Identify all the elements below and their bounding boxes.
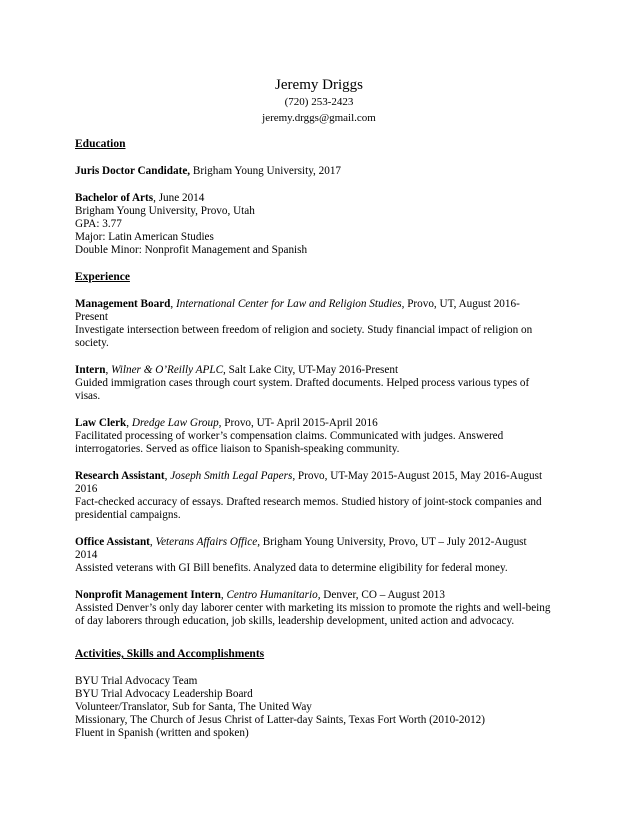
- job-title: Law Clerk: [75, 417, 127, 429]
- activity-item: BYU Trial Advocacy Team: [75, 675, 198, 687]
- applicant-phone: (720) 253-2423: [284, 96, 354, 108]
- experience-entry: Nonprofit Management Intern, Centro Humanitario, Denver, CO – August 2013 Assisted Denver’s only day laborer center with marketing its mission to promote the rights and well-being of day laborers through education, job skills, leadership development, united action and advocacy.: [75, 589, 565, 628]
- job-description: visas.: [75, 390, 101, 402]
- job-details-continued: 2016: [75, 483, 98, 495]
- degree-title: Bachelor of Arts: [75, 192, 154, 204]
- activities-list: [75, 675, 565, 740]
- job-description: Assisted veterans with GI Bill benefits. Analyzed data to determine eligibility for federal money.: [75, 562, 508, 574]
- job-details: Brigham Young University, Provo, UT – July 2012-August: [260, 536, 527, 548]
- job-details-continued: Present: [75, 311, 108, 323]
- job-title: Nonprofit Management Intern: [75, 589, 221, 601]
- job-details: Salt Lake City, UT-May 2016-Present: [225, 364, 399, 376]
- experience-heading: Experience: [75, 271, 130, 283]
- job-title: Office Assistant: [75, 536, 150, 548]
- job-description: Fact-checked accuracy of essays. Drafted research memos. Studied history of joint-stock companies and: [75, 496, 542, 508]
- job-details: Provo, UT- April 2015-April 2016: [221, 417, 378, 429]
- job-organization: International Center for Law and Religion Studies,: [176, 298, 405, 310]
- education-line: Brigham Young University, Provo, Utah: [75, 205, 255, 217]
- activity-item: BYU Trial Advocacy Leadership Board: [75, 688, 253, 700]
- job-title: Intern: [75, 364, 106, 376]
- education-heading: Education: [75, 138, 126, 150]
- degree-title: Juris Doctor Candidate,: [75, 165, 191, 177]
- job-title: Research Assistant: [75, 470, 165, 482]
- job-description: presidential campaigns.: [75, 509, 181, 521]
- job-description: Investigate intersection between freedom of religion and society. Study financial impact of religion on: [75, 324, 533, 336]
- job-description: of day laborers through education, job skills, leadership development, united action and advocacy.: [75, 615, 515, 627]
- applicant-name: Jeremy Driggs: [275, 77, 363, 93]
- job-description: Assisted Denver’s only day laborer center with marketing its mission to promote the rights and well-being: [75, 602, 551, 614]
- degree-details: , June 2014: [153, 192, 205, 204]
- job-description: society.: [75, 337, 109, 349]
- job-details: Provo, UT, August 2016-: [404, 298, 520, 310]
- job-organization: Centro Humanitario,: [226, 589, 321, 601]
- job-organization: Wilner & O’Reilly APLC,: [111, 364, 226, 376]
- degree-details: Brigham Young University, 2017: [190, 165, 342, 177]
- experience-entry: Office Assistant, Veterans Affairs Office, Brigham Young University, Provo, UT – July 2012-August 2014 Assisted veterans with GI Bill benefits. Analyzed data to determine eligibility for federal money.: [75, 536, 565, 575]
- applicant-email: jeremy.drggs@gmail.com: [262, 112, 376, 124]
- job-organization: Veterans Affairs Office,: [155, 536, 260, 548]
- experience-entry: Law Clerk, Dredge Law Group, Provo, UT- April 2015-April 2016 Facilitated processing of worker’s compensation claims. Communicated with judges. Answered interrogatories. Served as office liaison to Spanish-speaking community.: [75, 417, 565, 456]
- education-entry-ba: [75, 192, 565, 257]
- job-description: Facilitated processing of worker’s compensation claims. Communicated with judges. Answered: [75, 430, 504, 442]
- job-description: interrogatories. Served as office liaison to Spanish-speaking community.: [75, 443, 400, 455]
- activity-item: Missionary, The Church of Jesus Christ of Latter-day Saints, Texas Fort Worth (2010-2012): [75, 714, 486, 726]
- activity-item: Volunteer/Translator, Sub for Santa, The United Way: [75, 701, 312, 713]
- education-entry-jd: [75, 165, 565, 178]
- job-details-continued: 2014: [75, 549, 98, 561]
- activities-heading: Activities, Skills and Accomplishments: [75, 648, 265, 660]
- job-description: Guided immigration cases through court system. Drafted documents. Helped process various types of: [75, 377, 530, 389]
- education-line: Major: Latin American Studies: [75, 231, 214, 243]
- education-line: GPA: 3.77: [75, 218, 122, 230]
- experience-entry: Intern, Wilner & O’Reilly APLC, Salt Lake City, UT-May 2016-Present Guided immigration cases through court system. Drafted documents. Helped process various types of visas.: [75, 364, 565, 403]
- resume-body: [75, 138, 565, 740]
- job-details: Denver, CO – August 2013: [320, 589, 445, 601]
- experience-entry: Management Board, International Center for Law and Religion Studies, Provo, UT, August 2016- Present Investigate intersection between freedom of religion and society. Study financial impact of religion on society.: [75, 298, 565, 350]
- education-line: Double Minor: Nonprofit Management and Spanish: [75, 244, 308, 256]
- job-title: Management Board: [75, 298, 171, 310]
- activity-item: Fluent in Spanish (written and spoken): [75, 727, 249, 739]
- job-details: Provo, UT-May 2015-August 2015, May 2016-August: [295, 470, 543, 482]
- experience-entry: Research Assistant, Joseph Smith Legal Papers, Provo, UT-May 2015-August 2015, May 2016-August 2016 Fact-checked accuracy of essays. Drafted research memos. Studied history of joint-stock companies and presidential campaigns.: [75, 470, 565, 522]
- job-organization: Joseph Smith Legal Papers,: [170, 470, 296, 482]
- job-organization: Dredge Law Group,: [131, 417, 222, 429]
